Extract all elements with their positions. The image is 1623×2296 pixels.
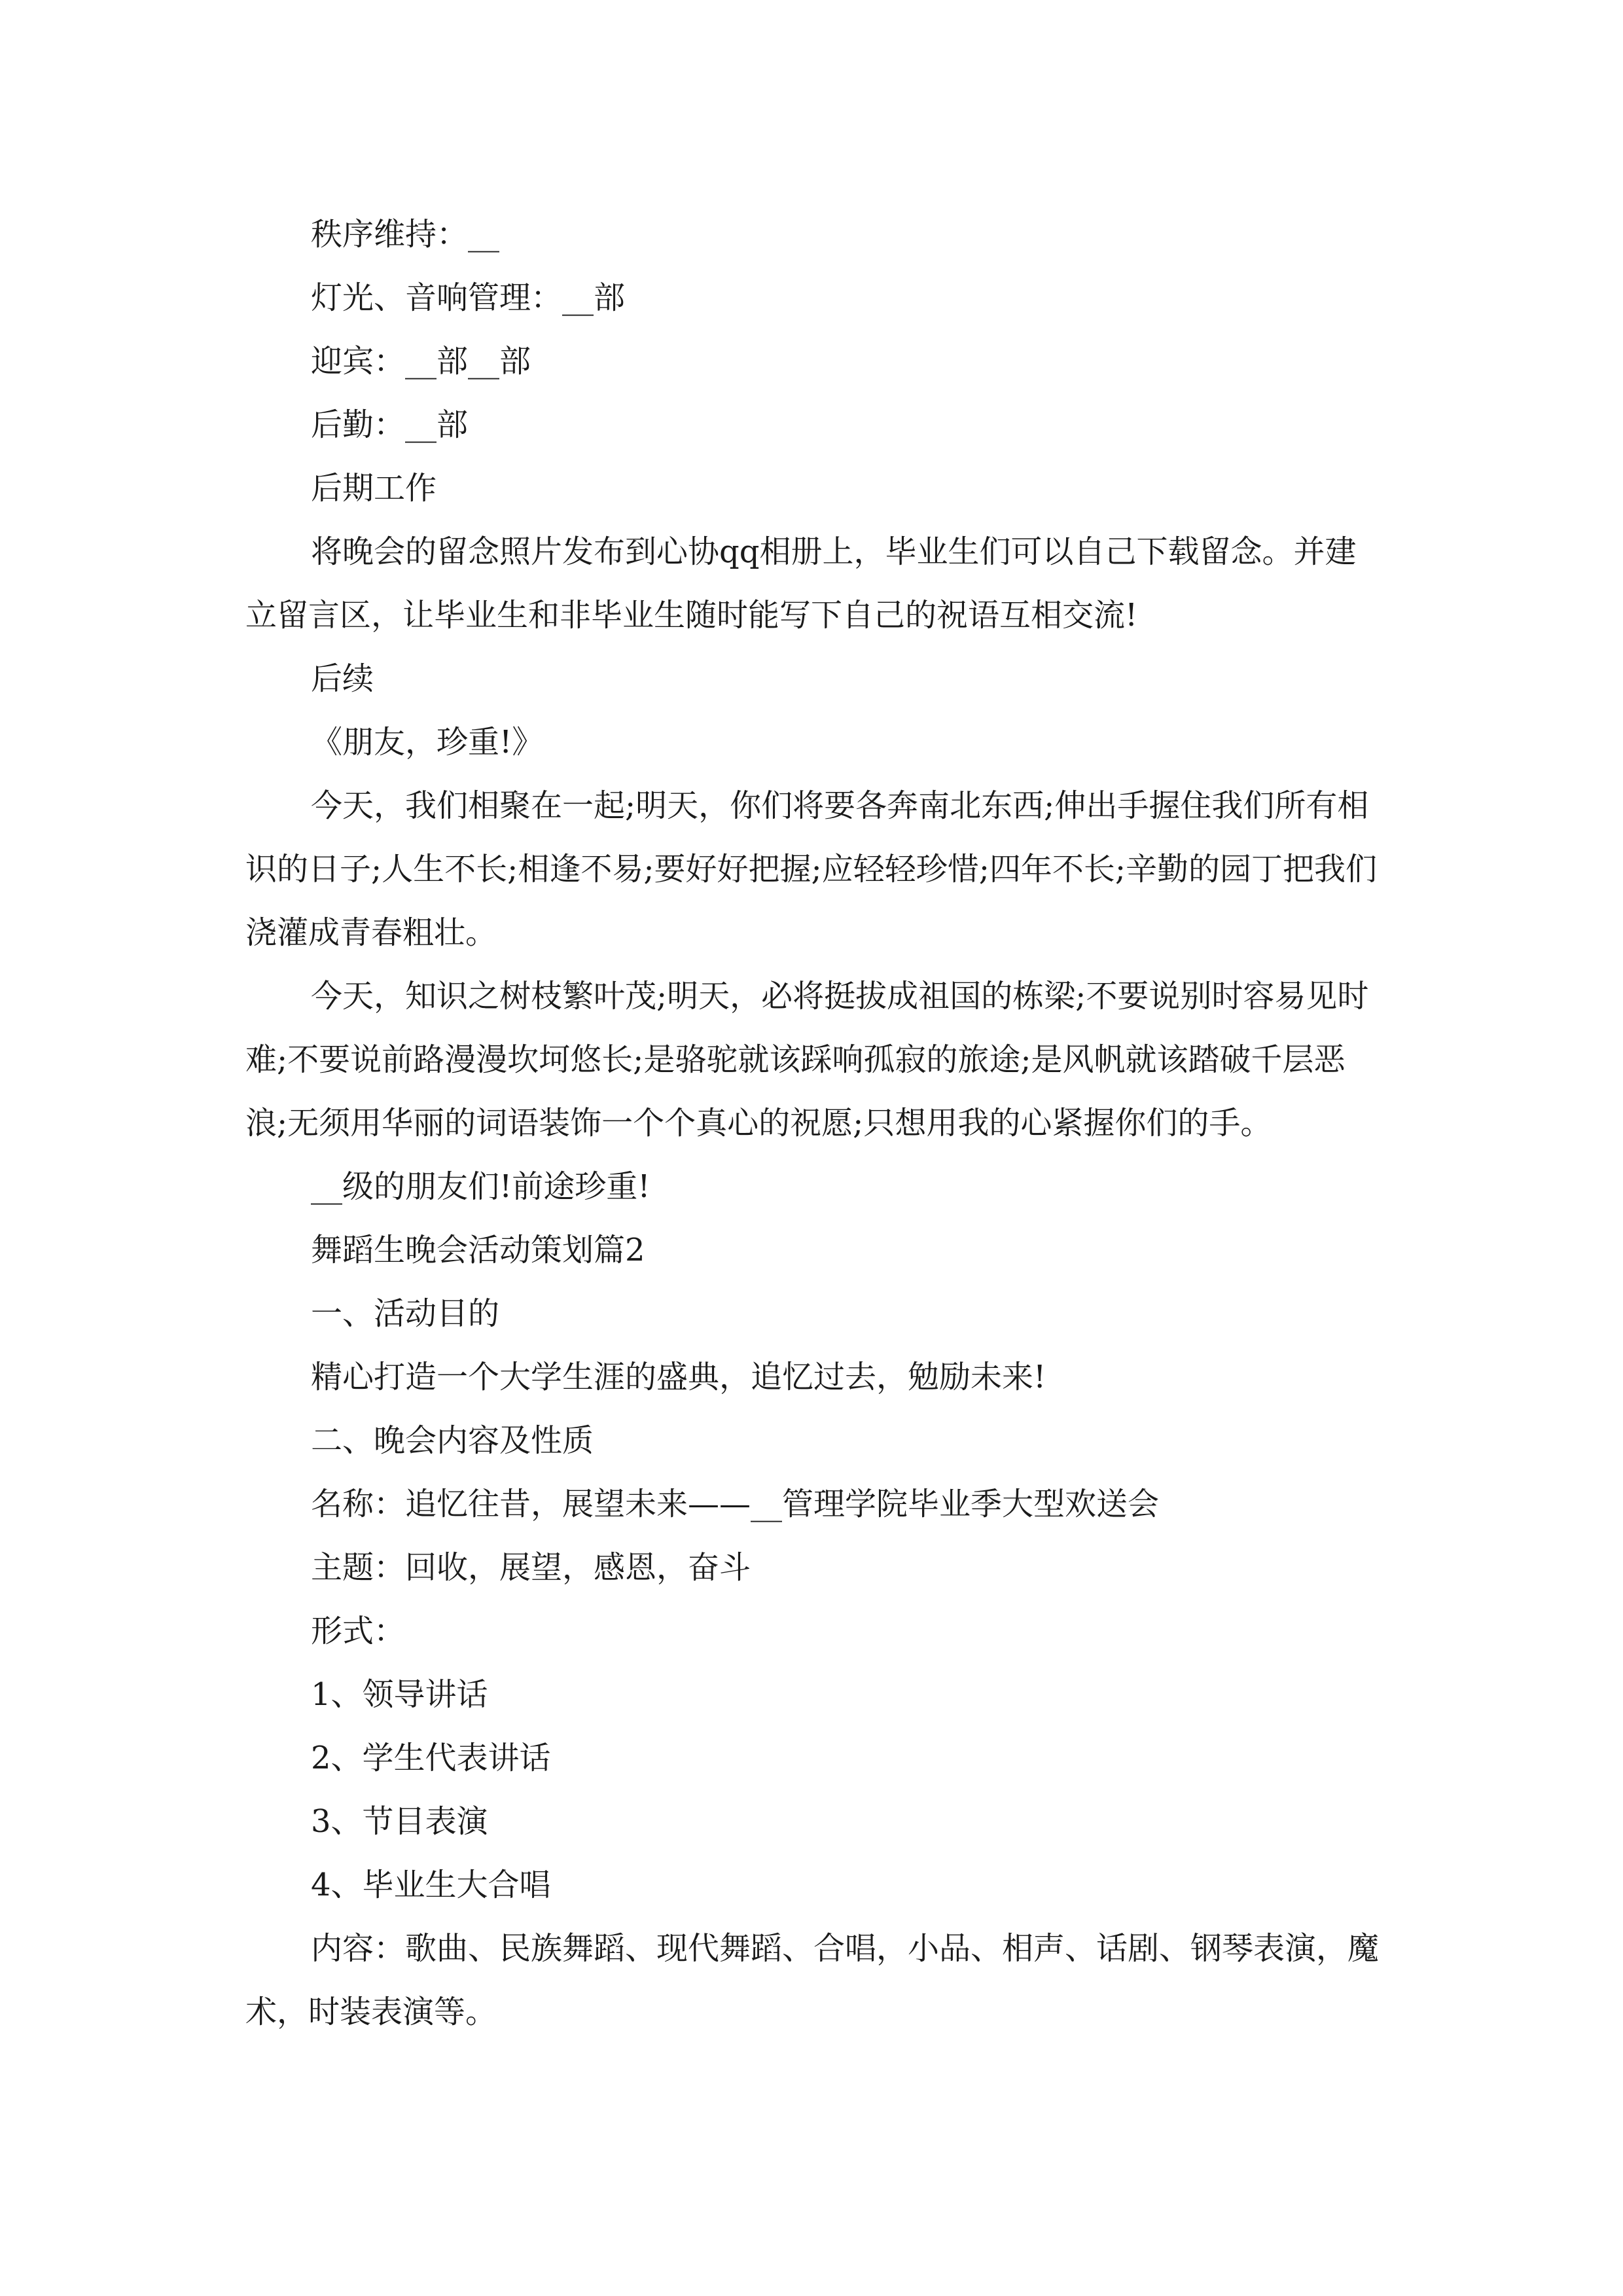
document-body — [245, 203, 1381, 2044]
list-item-3: 3、节目表演 — [311, 1803, 488, 1840]
list-item-4: 4、毕业生大合唱 — [311, 1867, 551, 1903]
paragraph-theme: 主题：回收，展望，感恩，奋斗 — [311, 1549, 751, 1586]
paragraph-reception: 迎宾：__部__部 — [311, 343, 531, 380]
heading-gala-content: 二、晚会内容及性质 — [311, 1422, 594, 1459]
paragraph-name: 名称：追忆往昔，展望未来——__管理学院毕业季大型欢送会 — [311, 1486, 1160, 1522]
paragraph-photo-upload: 将晚会的留念照片发布到心协qq相册上，毕业生们可以自己下载留念。并建立留言区，让毕业生和非毕业生随时能写下自己的祝语互相交流! — [245, 533, 1357, 634]
list-item-2: 2、学生代表讲话 — [311, 1740, 551, 1776]
paragraph-purpose: 精心打造一个大学生涯的盛典，追忆过去，勉励未来! — [311, 1359, 1046, 1395]
paragraph-order-maintenance: 秩序维持：__ — [311, 216, 500, 253]
heading-post-work: 后期工作 — [311, 470, 437, 507]
poem-closing: __级的朋友们!前途珍重! — [311, 1168, 651, 1205]
poem-stanza-2: 今天，知识之树枝繁叶茂;明天，必将挺拔成祖国的栋梁;不要说别时容易见时难;不要说前路漫漫坎坷悠长;是骆驼就该踩响孤寂的旅途;是风帆就该踏破千层恶浪;无须用华丽的词语装饰一个个真心的祝愿;只想用我的心紧握你们的手。 — [245, 978, 1369, 1141]
poem-title: 《朋友，珍重!》 — [311, 724, 544, 761]
paragraph-logistics: 后勤：__部 — [311, 406, 469, 443]
section-title-plan-2: 舞蹈生晚会活动策划篇2 — [311, 1232, 645, 1268]
paragraph-format-label: 形式： — [311, 1613, 406, 1649]
poem-stanza-1: 今天，我们相聚在一起;明天，你们将要各奔南北东西;伸出手握住我们所有相识的日子;人生不长;相逢不易;要好好把握;应轻轻珍惜;四年不长;辛勤的园丁把我们浇灌成青春粗壮。 — [245, 787, 1378, 951]
paragraph-lighting-sound: 灯光、音响管理：__部 — [311, 279, 626, 316]
list-item-1: 1、领导讲话 — [311, 1676, 488, 1713]
heading-activity-purpose: 一、活动目的 — [311, 1295, 500, 1332]
paragraph-content: 内容：歌曲、民族舞蹈、现代舞蹈、合唱，小品、相声、话剧、钢琴表演，魔术，时装表演等。 — [245, 1930, 1380, 2030]
heading-follow-up: 后续 — [311, 660, 374, 697]
